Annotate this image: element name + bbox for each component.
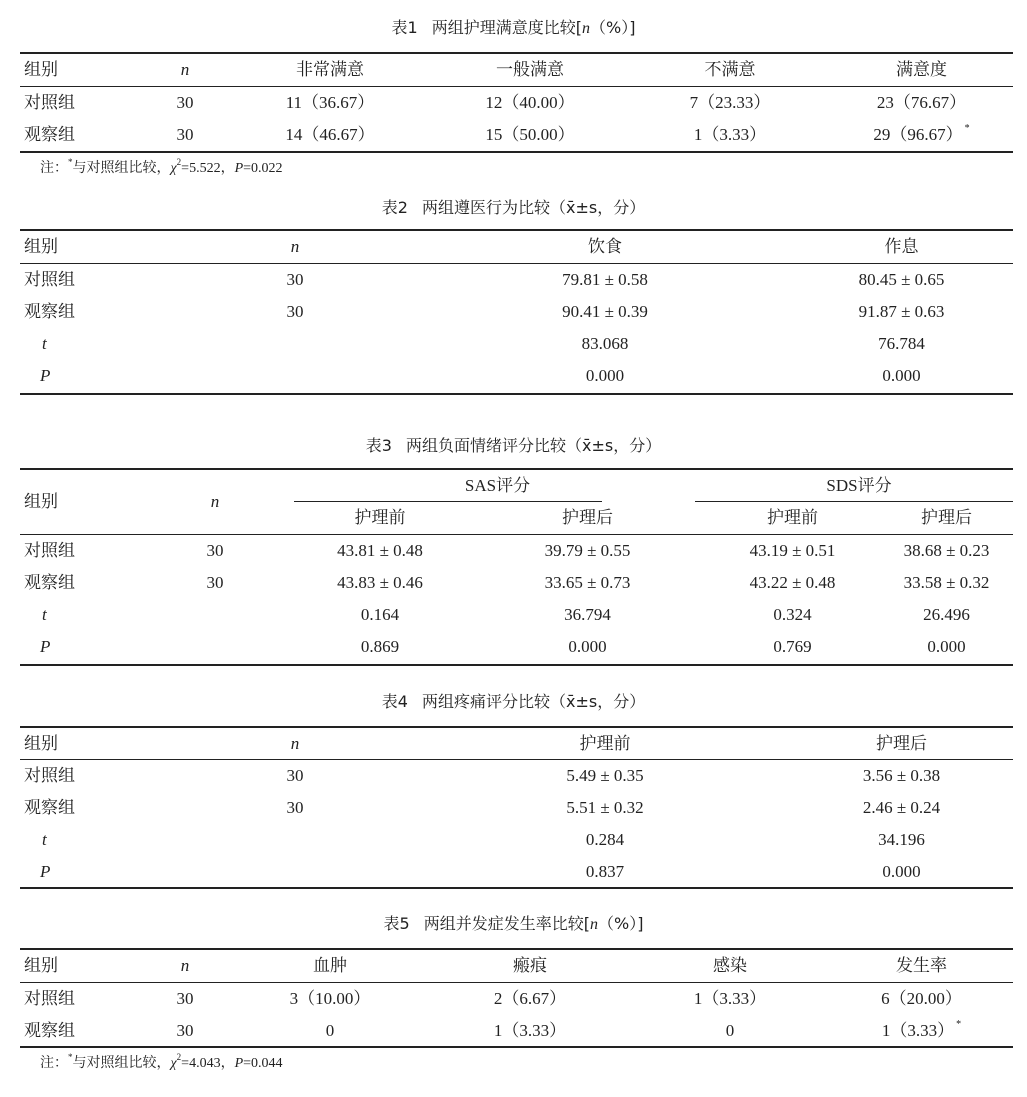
table-cell: [170, 824, 420, 856]
table-cell: 对照组: [24, 989, 75, 1008]
table3-header-n: n: [210, 492, 220, 511]
table-row: [20, 760, 1013, 792]
table-cell: 1（3.33）: [493, 1021, 567, 1040]
table5: [20, 950, 1013, 982]
table-cell: 39.79 ± 0.55: [544, 541, 631, 560]
table1-note: 注：*与对照组比较，$\chi^2=5.522$，P=0.022: [40, 157, 283, 176]
table-cell: 对照组: [24, 93, 75, 112]
table1-header-row: [20, 54, 1013, 86]
table-cell: 14（46.67）: [285, 125, 375, 144]
table-cell: t: [42, 830, 47, 849]
table-cell: 0.000: [568, 637, 607, 656]
table-cell: 90.41 ± 0.39: [562, 302, 648, 321]
table-cell: 30: [286, 798, 304, 817]
table-cell: [170, 856, 420, 888]
table1-header-satisfaction: 满意度: [896, 60, 947, 79]
table-cell: 30: [286, 270, 304, 289]
table3-header-row-1: [20, 470, 1013, 502]
table-cell: 30: [176, 989, 194, 1008]
table3-header: [20, 470, 1013, 534]
table-cell: 3（10.00）: [289, 989, 371, 1008]
table-cell: [170, 360, 420, 392]
table-cell: 80.45 ± 0.65: [858, 270, 945, 289]
table2-caption: 表2 两组遵医行为比较（x̄±s，分）: [381, 198, 646, 217]
table-cell: 91.87 ± 0.63: [858, 302, 945, 321]
table3-header-sds: SDS评分: [826, 476, 892, 495]
table-cell: [140, 631, 290, 663]
table-row: [20, 87, 1013, 119]
table-cell: 0.000: [927, 637, 966, 656]
table-row: [20, 792, 1013, 824]
table1-body: [20, 87, 1013, 151]
table1-caption: 表1 两组护理满意度比较[n（%）]: [391, 18, 636, 37]
table-cell: 83.068: [581, 334, 629, 353]
table-cell: 30: [286, 766, 304, 785]
table-cell: 30: [206, 541, 224, 560]
table5-header-scar: 瘢痕: [513, 956, 547, 975]
table-cell: 79.81 ± 0.58: [562, 270, 648, 289]
table-cell: 0.284: [585, 830, 625, 849]
table-cell: 0.769: [773, 637, 812, 656]
table3-header-sas-after: 护理后: [562, 508, 613, 527]
table3-body: [20, 535, 1013, 663]
table-row: [20, 983, 1013, 1015]
table-cell: 15（50.00）: [485, 125, 575, 144]
table4-body: [20, 760, 1013, 888]
table-cell: 0: [725, 1021, 735, 1040]
table1-bottom-rule: [20, 151, 1013, 153]
table-cell: P: [40, 862, 51, 881]
table-row: [20, 856, 1013, 888]
significance-mark: *: [956, 1019, 962, 1030]
table-cell: 0.000: [585, 366, 625, 385]
table-cell: 11（36.67）: [285, 93, 375, 112]
table1-header-n: n: [180, 60, 190, 79]
table-cell: 2.46 ± 0.24: [862, 798, 941, 817]
table1-header-group: 组别: [24, 60, 58, 79]
table-cell: 23（76.67）: [876, 93, 967, 112]
table-cell: 43.19 ± 0.51: [749, 541, 836, 560]
table-cell: 对照组: [24, 270, 75, 289]
table5-header-row: [20, 950, 1013, 982]
table-cell: 观察组: [24, 302, 75, 321]
table-cell: 29（96.67） *: [873, 123, 970, 144]
table-cell: 0.837: [585, 862, 625, 881]
table2-header-rest: 作息: [884, 237, 919, 256]
table-cell: [170, 328, 420, 360]
table2-header-row: [20, 231, 1013, 263]
table3-sas-underline: [294, 501, 602, 502]
table-row: [20, 119, 1013, 151]
table-row: [20, 567, 1013, 599]
table2-body: [20, 264, 1013, 392]
table4-header-group: 组别: [24, 734, 58, 753]
table-cell: 1（3.33） *: [881, 1019, 962, 1040]
table5-bottom-rule: [20, 1046, 1013, 1048]
table3-header-group: 组别: [24, 492, 58, 511]
table-cell: 43.83 ± 0.46: [337, 573, 423, 592]
table1-header-unsatisfied: 不满意: [704, 60, 756, 79]
table5-body: [20, 983, 1013, 1047]
table-row: [20, 599, 1013, 631]
table-cell: 观察组: [24, 1021, 75, 1040]
table-row: [20, 824, 1013, 856]
table-cell: 30: [286, 302, 304, 321]
table-cell: 43.22 ± 0.48: [749, 573, 836, 592]
table4-header-before: 护理前: [579, 734, 631, 753]
table-cell: 6（20.00）: [881, 989, 962, 1008]
table-cell: 43.81 ± 0.48: [337, 541, 423, 560]
table-cell: 观察组: [24, 125, 75, 144]
table-cell: 36.794: [564, 605, 611, 624]
table-cell: 0.000: [882, 862, 921, 881]
table-cell: t: [42, 605, 47, 624]
table2-header-n: n: [290, 237, 300, 256]
table3-header-sas: SAS评分: [464, 476, 531, 495]
table-cell: 3.56 ± 0.38: [862, 766, 941, 785]
table-cell: 1（3.33）: [693, 125, 767, 144]
table-cell: 0.324: [773, 605, 812, 624]
table1-header-very-satisfied: 非常满意: [296, 60, 364, 79]
table5-header-hematoma: 血肿: [313, 956, 347, 975]
table4-caption: 表4 两组疼痛评分比较（x̄±s，分）: [381, 692, 646, 711]
table4-header-row: [20, 728, 1013, 760]
table5-note: 注：*与对照组比较，$\chi^2=4.043$，P=0.044: [40, 1052, 283, 1071]
table3-caption: 表3 两组负面情绪评分比较（x̄±s，分）: [365, 436, 662, 455]
table-cell: 26.496: [923, 605, 970, 624]
table-cell: 76.784: [878, 334, 925, 353]
table-cell: 0.164: [360, 605, 400, 624]
table-cell: 30: [176, 93, 194, 112]
table-cell: P: [40, 366, 51, 385]
table5-header-n: n: [180, 956, 190, 975]
table-row: [20, 328, 1013, 360]
table-cell: 对照组: [24, 766, 75, 785]
table-cell: 33.65 ± 0.73: [544, 573, 631, 592]
table-row: [20, 535, 1013, 567]
table-cell: 7（23.33）: [689, 93, 771, 112]
table2-header-group: 组别: [24, 237, 58, 256]
table4-bottom-rule: [20, 887, 1013, 889]
table-row: [20, 631, 1013, 663]
table-cell: 0: [325, 1021, 335, 1040]
table3-header-sds-after: 护理后: [921, 508, 972, 527]
table4-header-n: n: [290, 734, 300, 753]
table-cell: 1（3.33）: [693, 989, 767, 1008]
table-row: [20, 360, 1013, 392]
table3-header-sds-before: 护理前: [767, 508, 818, 527]
table-cell: 12（40.00）: [485, 93, 575, 112]
table1: [20, 54, 1013, 86]
table-cell: 5.51 ± 0.32: [566, 798, 644, 817]
table-cell: 0.869: [360, 637, 400, 656]
table-cell: t: [42, 334, 47, 353]
table-cell: P: [40, 637, 51, 656]
table-cell: 30: [206, 573, 224, 592]
table-cell: 34.196: [878, 830, 925, 849]
table5-header-incidence: 发生率: [896, 956, 947, 975]
table-cell: 30: [176, 125, 194, 144]
table-cell: 38.68 ± 0.23: [903, 541, 990, 560]
table3-sds-underline: [695, 501, 1013, 502]
table-cell: 观察组: [24, 798, 75, 817]
table-row: [20, 296, 1013, 328]
table2-bottom-rule: [20, 393, 1013, 395]
table1-header-generally-satisfied: 一般满意: [496, 60, 564, 79]
table-row: [20, 264, 1013, 296]
table5-header-infection: 感染: [713, 956, 747, 975]
table3-bottom-rule: [20, 664, 1013, 666]
table-cell: 0.000: [882, 366, 921, 385]
table-row: [20, 1015, 1013, 1047]
table-cell: 33.58 ± 0.32: [903, 573, 990, 592]
table-cell: 观察组: [24, 573, 75, 592]
table4-header-after: 护理后: [876, 734, 927, 753]
table3-header-sas-before: 护理前: [354, 508, 406, 527]
table4: [20, 728, 1013, 760]
table-cell: 5.49 ± 0.35: [566, 766, 644, 785]
table2-header-diet: 饮食: [588, 237, 622, 256]
significance-mark: *: [964, 123, 970, 134]
table5-header-group: 组别: [24, 956, 58, 975]
table-cell: 2（6.67）: [493, 989, 567, 1008]
table2: [20, 231, 1013, 263]
table5-caption: 表5 两组并发症发生率比较[n（%）]: [383, 914, 644, 933]
table-cell: 对照组: [24, 541, 75, 560]
table-cell: 30: [176, 1021, 194, 1040]
table-cell: [140, 599, 290, 631]
